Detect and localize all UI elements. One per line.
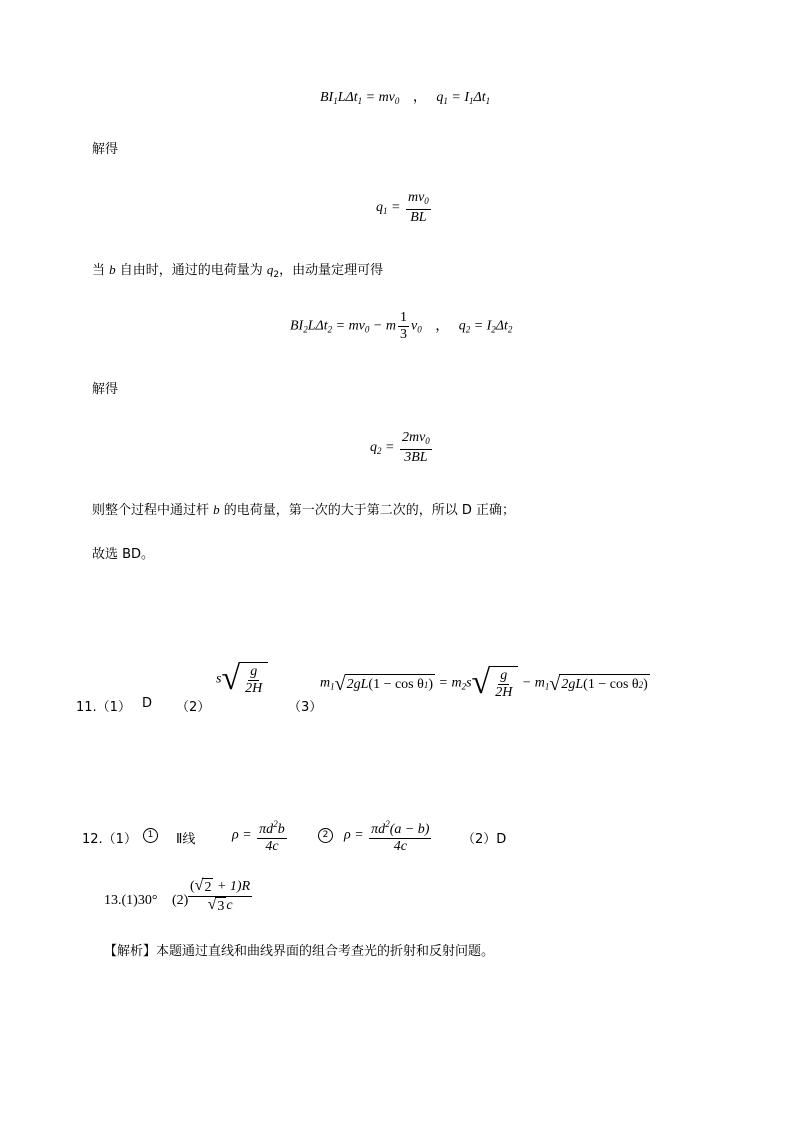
formula-momentum-2: $BI_2L\Delta t_2 = mv_0 - m$ $\frac{1}{3}$ $v_0$ ， $q_2 = I_2\Delta t_2$ bbox=[290, 310, 513, 342]
paragraph-answer: 故选 BD。 bbox=[92, 547, 155, 562]
q11-part-2: （2） bbox=[176, 700, 211, 715]
q11-label: 11.（1） bbox=[76, 700, 131, 715]
q12-part-2: （2）D bbox=[462, 832, 507, 847]
q11-part-3: （3） bbox=[288, 700, 323, 715]
q13-label: 13.(1)30° bbox=[104, 893, 158, 908]
solve-label-2: 解得 bbox=[92, 382, 119, 397]
q12-line-label: Ⅱ线 bbox=[176, 832, 196, 847]
q11-answer-1: D bbox=[142, 696, 153, 711]
q13-part-2: (2) bbox=[172, 893, 189, 908]
fraction-q2: $\frac{2mv_0}{3BL}$ bbox=[401, 430, 430, 465]
formula-charge-q2: $q_2$ = $\frac{2mv_0}{3BL}$ bbox=[370, 430, 430, 465]
q11-formula-momentum: $m_1$ √ 2gL (1 − cos θ 1 ) = $m_2s$ √ $\frac{g}{2H}$ − $m_1$ √ 2gL (1 − cos θ 2 ) bbox=[320, 664, 648, 701]
analysis-text: 本题通过直线和曲线界面的组合考查光的折射和反射问题。 bbox=[156, 944, 495, 959]
analysis-paragraph bbox=[104, 940, 494, 959]
q13-formula-time: ( √ 2 + 1)R √ 3 c bbox=[190, 877, 251, 914]
formula-momentum-1: $BI_1L\Delta t_1 = mv_0$ ， $q_1 = I_1\Delta t_1$ bbox=[320, 90, 491, 106]
q12-formula-rho-1: ρ = $\frac{\pi d^2b}{4c}$ bbox=[232, 816, 289, 855]
analysis-tag: 【解析】 bbox=[104, 944, 157, 959]
solve-label-1: 解得 bbox=[92, 142, 119, 157]
paragraph-conclusion: 则整个过程中通过杆 b 的电荷量，第一次的大于第二次的，所以 D 正确； bbox=[92, 502, 516, 518]
fraction-one-third: $\frac{1}{3}$ bbox=[399, 310, 407, 342]
q12-circle-2: 2 bbox=[318, 828, 333, 843]
paragraph-b-free: 当 b 自由时，通过的电荷量为 $q_2$，由动量定理可得 bbox=[92, 262, 384, 280]
formula-charge-q1: $q_1$ = $\frac{mv_0}{BL}$ bbox=[376, 190, 429, 225]
q12-label: 12.（1） bbox=[82, 832, 137, 847]
q11-formula-velocity: s √ $\frac{g}{2H}$ bbox=[216, 662, 268, 697]
fraction-q1: $\frac{mv_0}{BL}$ bbox=[407, 190, 429, 225]
q12-formula-rho-2: ρ = $\frac{\pi d^2(a - b)}{4c}$ bbox=[344, 816, 433, 855]
q12-circle-1: 1 bbox=[143, 828, 158, 843]
